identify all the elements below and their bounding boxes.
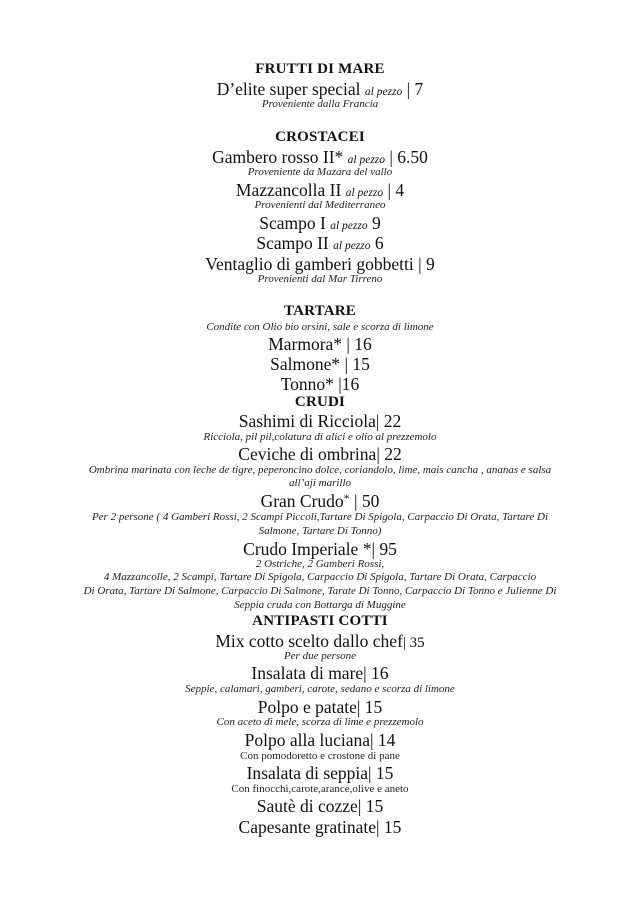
item-note-insalata-mare: Seppie, calamari, gamberi, carote, sedano e scorza di limone [185,683,455,695]
section-heading-antipasti-cotti: ANTIPASTI COTTI [252,613,388,629]
item-price: | 4 [383,180,405,200]
menu-item-ceviche: Ceviche di ombrina| 22 [238,444,402,464]
menu-item-insalata-seppia: Insalata di seppia| 15 [246,763,394,783]
item-note-imperiale-1: 2 Ostriche, 2 Gamberi Rossi, [255,558,385,570]
menu-item-gran-crudo [0,491,640,512]
section-heading-tartare: TARTARE [284,303,356,319]
menu-item-scampo-1 [0,213,640,234]
item-note-ceviche-2: all’aji marillo [288,477,352,489]
menu-item-tonno: Tonno* |16 [280,374,360,394]
item-note-mazzancolla: Provenienti dal Mediterraneo [254,199,386,211]
section-heading-crudi: CRUDI [294,394,346,410]
menu-item-crudo-imperiale: Crudo Imperiale *| 95 [243,539,397,559]
menu-item-saute-cozze: Sautè di cozze| 15 [256,796,384,816]
item-note-imperiale-2: 4 Mazzancolle, 2 Scampi, Tartare Di Spigola, Carpaccio Di Spigola, Tartare Di Orata, Carpaccio [103,571,537,583]
menu-item-delite [0,79,640,100]
item-note-mix-cotto: Per due persone [283,650,357,662]
menu-item-salmone: Salmone* | 15 [270,354,370,374]
item-unit: al pezzo [333,240,371,252]
menu-item-mazzancolla [0,180,640,201]
menu-item-mix-cotto [0,631,640,652]
item-note-gambero-rosso: Proveniente da Mazara del vallo [247,166,393,178]
item-unit: al pezzo [364,86,403,98]
item-name: D’elite super special [216,79,365,99]
menu-item-gambero-rosso [0,147,640,168]
item-name: Mazzancolla II [235,180,346,200]
section-heading-frutti-di-mare: FRUTTI DI MARE [255,61,385,77]
item-unit: al pezzo [347,154,386,166]
item-name: Gran Crudo [260,491,344,511]
item-price: 6 [370,233,384,253]
item-price: 9 [367,213,381,233]
item-note-polpo-patate: Con aceto di mele, scorza di lime e prezzemolo [216,716,424,728]
menu-item-sashimi: Sashimi di Ricciola| 22 [238,411,402,431]
item-note-imperiale-4: Seppia cruda con Bottarga di Muggine [234,599,406,611]
item-note-sashimi: Ricciola, pil pil,colatura di alici e olio al prezzemolo [203,431,437,443]
item-name: Mix cotto scelto dallo chef [215,631,403,651]
menu-item-marmora: Marmora* | 16 [268,334,372,354]
item-name: Gambero rosso II* [212,147,348,167]
item-price: | 50 [349,491,380,511]
menu-item-insalata-mare: Insalata di mare| 16 [251,663,389,683]
item-note-delite: Proveniente dalla Francia [261,98,379,110]
menu-item-capesante: Capesante gratinate| 15 [238,817,402,837]
item-name: Scampo I [259,213,331,233]
item-price: | 35 [402,635,425,651]
item-name: Scampo II [256,233,334,253]
item-unit: al pezzo [330,220,368,232]
menu-item-polpo-luciana: Polpo alla luciana| 14 [244,730,396,750]
menu-item-polpo-patate: Polpo e patate| 15 [257,697,383,717]
menu-item-scampo-2 [0,233,640,254]
item-price: | 7 [402,79,424,99]
item-note-polpo-luciana: Con pomodoretto e crostone di pane [240,750,400,762]
item-star: * [343,491,350,505]
item-note-gran-crudo-2: Salmone, Tartare Di Tonno) [258,525,382,537]
menu-item-ventaglio: Ventaglio di gamberi gobbetti | 9 [205,254,435,274]
item-note-insalata-seppia: Con finocchi,carote,arance,olive e aneto [231,783,409,795]
section-heading-crostacei: CROSTACEI [275,129,365,145]
item-unit: al pezzo [345,187,384,199]
item-note-imperiale-3: Di Orata, Tartare Di Salmone, Carpaccio Di Salmone, Tarate Di Tonno, Carpaccio Di Tonno e Julienne Di [83,585,557,597]
section-note-tartare: Condite con Olio bio orsini, sale e scorza di limone [206,321,434,333]
item-note-ventaglio: Provenienti dal Mar Tirreno [257,273,383,285]
item-note-gran-crudo-1: Per 2 persone ( 4 Gamberi Rossi, 2 Scampi Piccoli,Tartare Di Spigola, Carpaccio Di Orata, Tartare Di [91,511,549,523]
item-price: | 6.50 [385,147,428,167]
item-note-ceviche-1: Ombrina marinata con leche de tigre, peperoncino dolce, coriandolo, lime, mais cancha , ananas e salsa [88,464,552,476]
